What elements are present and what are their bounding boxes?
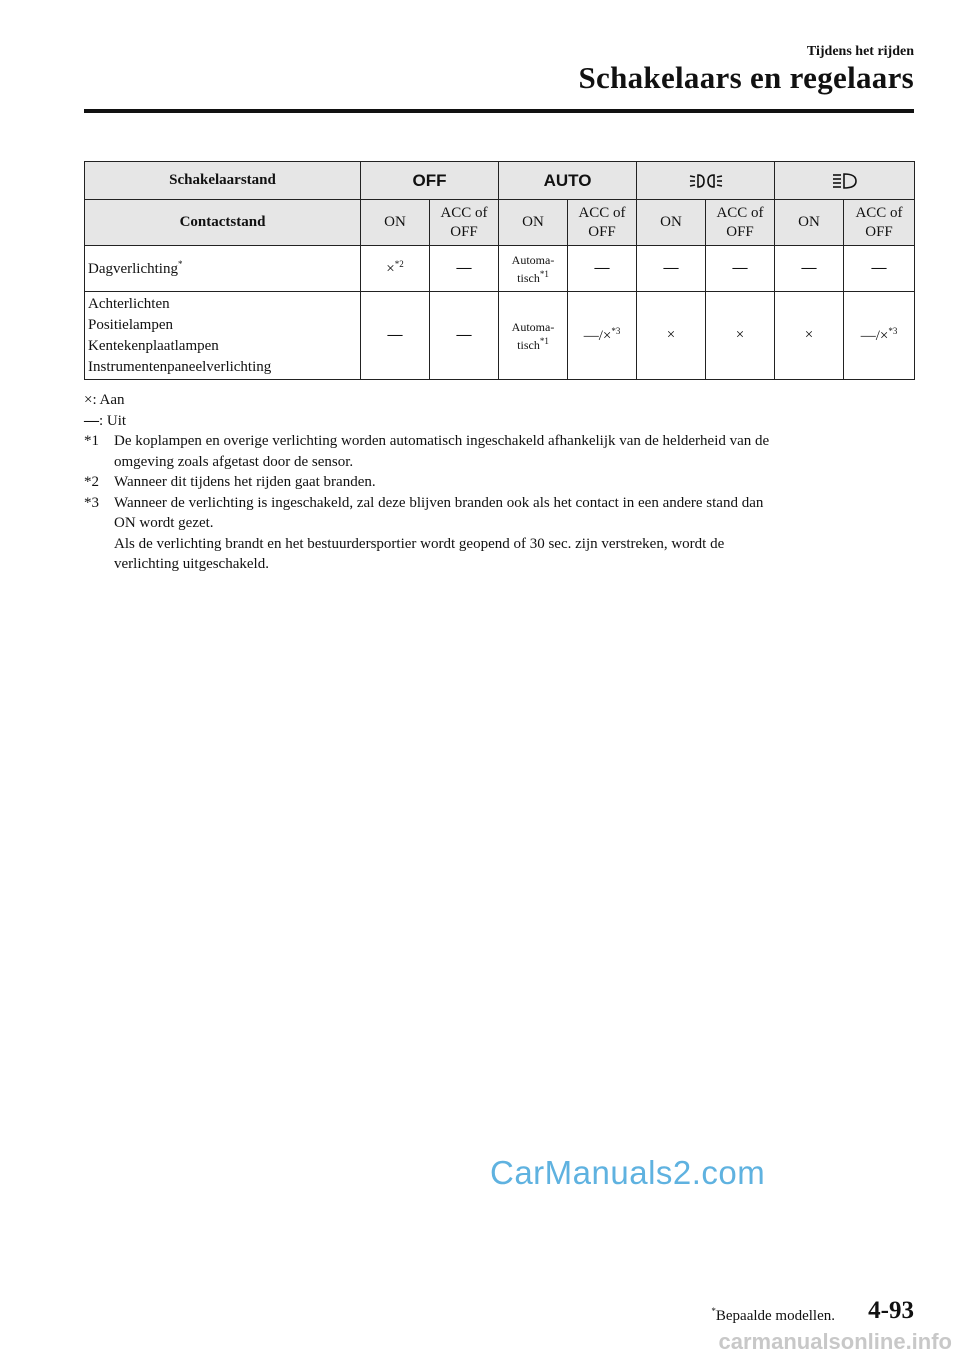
acc-line2: OFF xyxy=(588,223,616,240)
lights-cell xyxy=(844,292,915,380)
note-3-cont: Als de verlichting brandt en het bestuurdersportier wordt geopend of 30 sec. zijn verstreken, wordt de xyxy=(114,535,725,552)
footnote-ref: *2 xyxy=(394,259,404,269)
legend-off-mark: — xyxy=(84,412,99,429)
switch-auto-cell xyxy=(499,162,637,200)
light-switch-table xyxy=(84,161,915,380)
note-text: De koplampen en overige verlichting worden automatisch ingeschakeld afhankelijk van de helderheid van de xyxy=(114,433,770,449)
lights-cell: — xyxy=(430,292,499,380)
daytime-asterisk: * xyxy=(177,259,183,269)
lights-label-line: Instrumentenpaneelverlichting xyxy=(88,358,272,375)
legend-on xyxy=(84,390,914,411)
daytime-cell xyxy=(361,246,430,292)
page-number: 4-93 xyxy=(868,1297,914,1324)
daytime-cell: — xyxy=(844,246,915,292)
switch-parking-cell xyxy=(637,162,775,200)
site-watermark: carmanualsonline.info xyxy=(718,1329,952,1354)
lights-label-cell xyxy=(85,292,361,380)
table-notes xyxy=(84,390,914,575)
section-label: Tijdens het rijden xyxy=(806,44,914,59)
off-label: OFF xyxy=(412,170,447,190)
acc-line2: OFF xyxy=(450,223,478,240)
lights-cell xyxy=(568,292,637,380)
lights-cell xyxy=(499,292,568,380)
switch-off-cell xyxy=(361,162,499,200)
note-1-cont: omgeving zoals afgetast door de sensor. xyxy=(114,453,354,470)
cross-mark: × xyxy=(386,261,395,277)
footnote-ref: *3 xyxy=(888,326,898,336)
note-1 xyxy=(84,431,914,452)
legend-off-text: : Uit xyxy=(99,412,127,429)
dash-cross: —/× xyxy=(583,328,612,344)
note-3 xyxy=(84,493,914,514)
switch-position-row xyxy=(85,162,915,200)
lights-row xyxy=(85,292,915,380)
legend-on-mark: × xyxy=(84,392,93,408)
auto-line2: tisch xyxy=(517,337,540,352)
lights-label-line: Positielampen xyxy=(88,316,173,333)
note-3-cont: ON wordt gezet. xyxy=(114,515,214,531)
auto-label: AUTO xyxy=(543,170,592,190)
acc-line1: ACC of xyxy=(440,204,488,221)
ignition-acc-cell xyxy=(430,200,499,246)
headlight-icon xyxy=(832,172,858,190)
acc-line1: ACC of xyxy=(855,204,903,221)
ignition-on-cell: ON xyxy=(499,200,568,246)
ignition-acc-cell xyxy=(706,200,775,246)
ignition-on-cell: ON xyxy=(637,200,706,246)
switch-position-header: Schakelaarstand xyxy=(85,162,361,200)
note-2 xyxy=(84,472,914,493)
acc-line2: OFF xyxy=(726,223,754,240)
footnote-ref: *1 xyxy=(539,335,549,346)
ignition-on-cell: ON xyxy=(361,200,430,246)
lights-cell: — xyxy=(361,292,430,380)
daytime-cell: — xyxy=(568,246,637,292)
footnote-ref: *3 xyxy=(611,326,621,336)
legend-on-text: : Aan xyxy=(92,392,125,408)
acc-line1: ACC of xyxy=(578,204,626,221)
title-rule xyxy=(84,109,914,113)
auto-line1: Automa- xyxy=(511,319,555,334)
page-title: Schakelaars en regelaars xyxy=(578,60,914,95)
daytime-cell: — xyxy=(706,246,775,292)
switch-headlight-cell xyxy=(775,162,915,200)
lights-cell: × xyxy=(637,292,706,380)
dash-cross: —/× xyxy=(860,328,889,344)
watermark: CarManuals2.com xyxy=(490,1154,766,1191)
lights-label-line: Achterlichten xyxy=(88,295,170,312)
models-asterisk: * xyxy=(711,1306,716,1316)
daytime-label-cell xyxy=(85,246,361,292)
lights-cell: × xyxy=(775,292,844,380)
footnote-ref: *1 xyxy=(539,268,549,279)
note-mark: *1 xyxy=(84,433,99,449)
ignition-on-cell: ON xyxy=(775,200,844,246)
note-text: Wanneer de verlichting is ingeschakeld, zal deze blijven branden ook als het contact in een andere stand dan xyxy=(114,494,764,511)
note-mark: *2 xyxy=(84,474,99,490)
ignition-row xyxy=(85,200,915,246)
models-note-text: Bepaalde modellen. xyxy=(715,1308,835,1324)
parking-light-icon xyxy=(689,172,723,190)
acc-line1: ACC of xyxy=(716,204,764,221)
note-text: Wanneer dit tijdens het rijden gaat branden. xyxy=(114,474,376,490)
daytime-row xyxy=(85,246,915,292)
acc-line2: OFF xyxy=(865,223,893,240)
legend-off xyxy=(84,411,914,432)
auto-line1: Automa- xyxy=(511,252,555,267)
lights-cell: × xyxy=(706,292,775,380)
ignition-acc-cell xyxy=(844,200,915,246)
daytime-label: Dagverlichting xyxy=(88,261,178,277)
lights-label-line: Kentekenplaatlampen xyxy=(88,337,219,354)
daytime-cell: — xyxy=(775,246,844,292)
daytime-cell: — xyxy=(637,246,706,292)
ignition-acc-cell xyxy=(568,200,637,246)
daytime-cell: — xyxy=(430,246,499,292)
note-mark: *3 xyxy=(84,494,99,511)
auto-line2: tisch xyxy=(517,270,540,285)
models-note xyxy=(711,1306,835,1325)
note-3-cont: verlichting uitgeschakeld. xyxy=(114,556,269,572)
daytime-cell xyxy=(499,246,568,292)
ignition-header: Contactstand xyxy=(85,200,361,246)
